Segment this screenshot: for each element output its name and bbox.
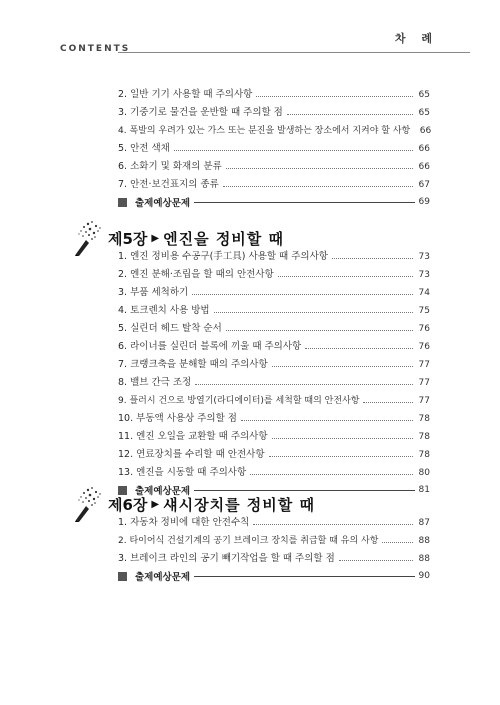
entry-page: 76 — [418, 324, 430, 334]
entry-text: 플러시 건으로 방열기(라디에이터)를 세척할 때의 안전사항 — [129, 396, 360, 406]
exam-page: 81 — [418, 485, 430, 495]
entry-page: 77 — [418, 378, 430, 388]
exam-label: 출제예상문제 — [135, 198, 191, 209]
toc-entry[interactable] — [118, 172, 430, 190]
exam-label: 출제예상문제 — [135, 486, 191, 497]
entry-page: 65 — [418, 108, 430, 118]
leader-dots — [253, 523, 413, 525]
entry-number: 4. — [118, 305, 128, 316]
exam-entry[interactable] — [118, 192, 430, 212]
pen-ink-icon — [70, 218, 104, 258]
leader-dots — [174, 149, 413, 151]
entry-page: 75 — [418, 306, 430, 316]
chapter-title: 섀시장치를 정비할 때 — [163, 495, 315, 514]
entry-number: 12. — [118, 449, 134, 460]
entry-text: 엔진 분해·조립을 할 때의 안전사항 — [130, 269, 274, 280]
entry-number: 4. — [118, 126, 127, 136]
entry-page: 74 — [418, 288, 430, 298]
entry-page: 78 — [418, 450, 430, 460]
toc-entry[interactable] — [118, 370, 430, 388]
header-divider — [118, 52, 470, 53]
leader-dots — [332, 257, 413, 259]
exam-marker-icon — [118, 198, 127, 207]
entry-number: 3. — [118, 107, 128, 118]
toc-entry[interactable] — [118, 442, 430, 460]
entry-page: 80 — [418, 468, 430, 478]
toc-entry[interactable] — [118, 316, 430, 334]
entry-text: 크랭크축을 분해할 때의 주의사항 — [130, 359, 268, 370]
toc-entry[interactable] — [118, 100, 430, 118]
toc-entry[interactable] — [118, 406, 430, 424]
toc-entry[interactable] — [118, 280, 430, 298]
entry-page: 73 — [418, 252, 430, 262]
toc-entry[interactable] — [118, 546, 430, 564]
entry-number: 1. — [118, 517, 128, 528]
leader-dots — [250, 473, 413, 475]
entry-page: 66 — [418, 162, 430, 172]
toc-entry[interactable] — [118, 388, 430, 406]
entry-page: 88 — [418, 536, 430, 546]
chapter-arrow-icon: ▶ — [151, 498, 160, 510]
exam-page: 90 — [418, 571, 430, 581]
leader-dots — [256, 95, 413, 97]
entry-number: 3. — [118, 553, 128, 564]
chapter-number: 제5장 — [108, 229, 148, 248]
chapter-arrow-icon: ▶ — [151, 232, 160, 244]
entry-text: 안전 색채 — [130, 143, 170, 154]
entry-text: 폭발의 우려가 있는 가스 또는 분진을 발생하는 장소에서 지켜야 할 사항 — [129, 126, 411, 136]
toc-entry[interactable] — [118, 510, 430, 528]
entry-text: 엔진 정비용 수공구(手工具) 사용할 때 주의사항 — [130, 251, 328, 262]
leader-dots — [278, 275, 413, 277]
leader-dots — [287, 113, 413, 115]
pen-ink-icon — [70, 484, 104, 524]
exam-marker-icon — [118, 572, 127, 581]
entry-text: 토크렌치 사용 방법 — [130, 305, 210, 316]
chapter-number: 제6장 — [108, 495, 148, 514]
table-of-contents-title: 차 례 — [394, 32, 438, 45]
toc-entry[interactable] — [118, 298, 430, 316]
leader-dots — [226, 167, 413, 169]
leader-dots — [339, 559, 413, 561]
toc-entry[interactable] — [118, 154, 430, 172]
toc-entry[interactable] — [118, 136, 430, 154]
toc-entry[interactable] — [118, 352, 430, 370]
entry-page: 66 — [419, 126, 432, 136]
entry-number: 3. — [118, 287, 128, 298]
entry-number: 2. — [118, 536, 127, 546]
toc-entry[interactable] — [118, 118, 430, 136]
leader-dots — [195, 383, 413, 385]
entry-text: 연료장치를 수리할 때 안전사항 — [136, 449, 265, 460]
entry-number: 7. — [118, 179, 128, 190]
entry-number: 9. — [118, 396, 127, 406]
toc-entry[interactable] — [118, 262, 430, 280]
entry-text: 기중기로 물건을 운반할 때 주의할 점 — [130, 107, 283, 118]
leader-dots — [226, 329, 413, 331]
entry-page: 73 — [418, 270, 430, 280]
exam-entry[interactable] — [118, 566, 430, 586]
entry-number: 8. — [118, 377, 128, 388]
entry-text: 소화기 및 화재의 분류 — [130, 161, 222, 172]
entry-text: 엔진을 시동할 때 주의사항 — [136, 467, 247, 478]
entry-page: 88 — [418, 554, 430, 564]
toc-entry[interactable] — [118, 528, 430, 546]
exam-page: 69 — [418, 197, 430, 207]
leader-dots — [305, 347, 413, 349]
entry-number: 7. — [118, 359, 128, 370]
entry-page: 77 — [418, 396, 430, 406]
leader-dots — [272, 365, 413, 367]
entry-number: 5. — [118, 323, 128, 334]
entry-number: 6. — [118, 341, 128, 352]
entry-page: 76 — [418, 342, 430, 352]
leader-dots — [241, 419, 413, 421]
leader-dots — [214, 311, 413, 313]
entry-text: 타이어식 건설기계의 공기 브레이크 장치를 취급할 때 유의 사항 — [129, 536, 379, 546]
entry-text: 자동차 정비에 대한 안전수칙 — [130, 517, 250, 528]
entry-number: 2. — [118, 89, 128, 100]
page-header — [0, 26, 500, 56]
entry-number: 5. — [118, 143, 128, 154]
entry-text: 일반 기기 사용할 때 주의사항 — [130, 89, 253, 100]
entry-text: 밸브 간극 조정 — [130, 377, 192, 388]
entry-number: 10. — [118, 413, 134, 424]
toc-entry[interactable] — [118, 424, 430, 442]
entry-page: 67 — [418, 180, 430, 190]
toc-entry[interactable] — [118, 82, 430, 100]
toc-entry[interactable] — [118, 460, 430, 478]
entry-number: 13. — [118, 467, 134, 478]
leader-dots — [382, 541, 413, 543]
leader-dots — [269, 455, 413, 457]
toc-chapter-5 — [118, 244, 430, 500]
entry-number: 2. — [118, 269, 128, 280]
entry-page: 78 — [418, 432, 430, 442]
entry-page: 78 — [418, 414, 430, 424]
entry-text: 브레이크 라인의 공기 빼기작업을 할 때 주의할 점 — [130, 553, 335, 564]
entry-page: 87 — [418, 518, 430, 528]
entry-text: 부동액 사용상 주의할 점 — [136, 413, 237, 424]
entry-text: 엔진 오일을 교환할 때 주의사항 — [136, 431, 268, 442]
entry-text: 실린더 헤드 탈착 순서 — [130, 323, 222, 334]
contents-label: CONTENTS — [60, 44, 131, 54]
leader-dots — [192, 293, 413, 295]
entry-text: 라이너를 실린더 블록에 끼울 때 주의사항 — [130, 341, 302, 352]
toc-chapter-6 — [118, 510, 430, 586]
chapter-title: 엔진을 정비할 때 — [163, 229, 285, 248]
entry-number: 1. — [118, 251, 128, 262]
leader-dots — [223, 185, 413, 187]
entry-text: 부품 세척하기 — [130, 287, 189, 298]
toc-entry[interactable] — [118, 244, 430, 262]
entry-page: 77 — [418, 360, 430, 370]
exam-leader-line — [194, 202, 414, 203]
toc-entry[interactable] — [118, 334, 430, 352]
exam-leader-line — [194, 576, 414, 577]
leader-dots — [363, 401, 413, 403]
exam-label: 출제예상문제 — [135, 572, 191, 583]
leader-dots — [272, 437, 413, 439]
entry-page: 65 — [418, 90, 430, 100]
entry-number: 6. — [118, 161, 128, 172]
entry-text: 안전·보건표지의 종류 — [130, 179, 219, 190]
entry-page: 66 — [418, 144, 430, 154]
entry-number: 11. — [118, 431, 134, 442]
toc-section-top — [118, 82, 430, 212]
